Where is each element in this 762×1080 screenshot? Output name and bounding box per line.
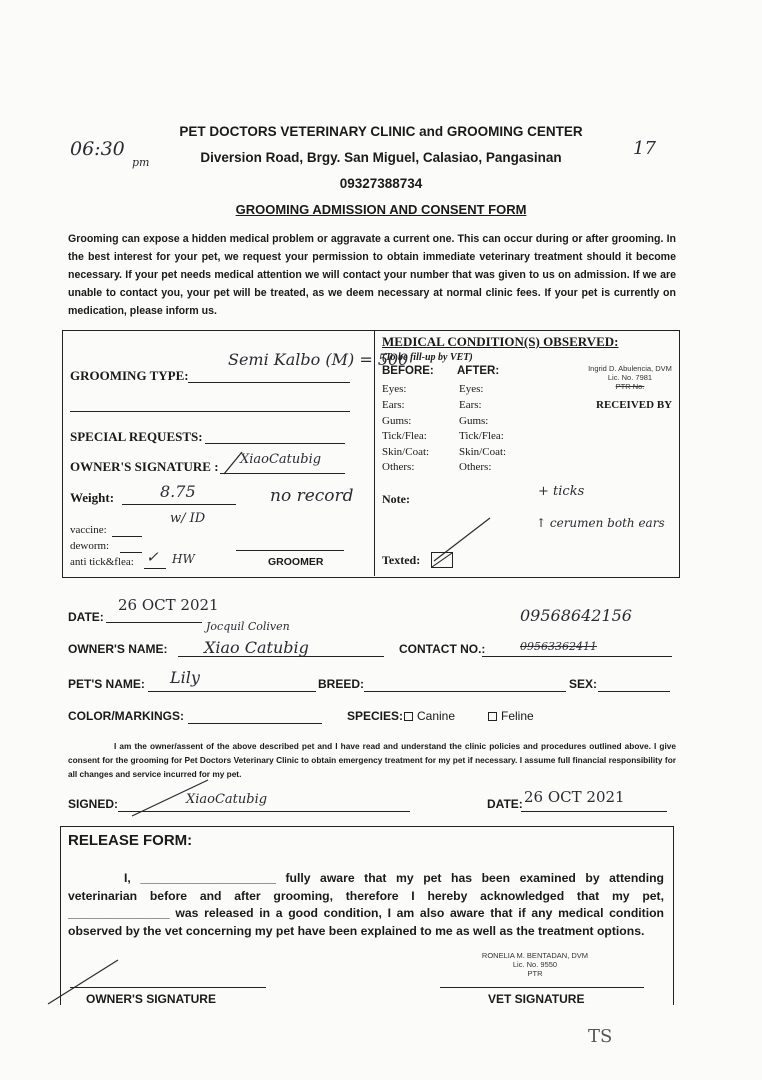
before-others: Others: (382, 461, 415, 473)
sex-label: SEX: (569, 677, 598, 691)
after-gums: Gums: (459, 415, 489, 427)
medical-subtitle: (To be fill-up by VET) (382, 352, 473, 363)
owner-name-value[interactable]: Xiao Catubig (204, 638, 309, 657)
color-markings-label: COLOR/MARKINGS: (68, 709, 184, 723)
vet-signature-footer-label: VET SIGNATURE (488, 992, 585, 1006)
contact-value[interactable]: 09568642156 (520, 606, 632, 625)
handwritten-ampm: pm (132, 156, 150, 169)
antitick-note: HW (172, 552, 195, 566)
after-label: AFTER: (457, 365, 500, 377)
after-skincoat: Skin/Coat: (459, 446, 507, 458)
medical-title: MEDICAL CONDITION(S) OBSERVED: (382, 334, 619, 349)
groomer-label: GROOMER (268, 556, 324, 568)
vaccine-note: w/ ID (170, 511, 206, 526)
pet-name-label: PET'S NAME: (68, 677, 145, 691)
before-tickflea: Tick/Flea: (382, 430, 427, 442)
owner-name-alt: Jocquil Coliven (206, 620, 290, 633)
clinic-phone: 09327388734 (339, 176, 423, 191)
canine-label: Canine (417, 709, 456, 723)
canine-checkbox[interactable] (404, 712, 413, 721)
before-gums: Gums: (382, 415, 412, 427)
page-number: 17 (633, 138, 656, 159)
breed-label: BREED: (318, 677, 365, 691)
owner-signature-label: OWNER'S SIGNATURE : (70, 459, 219, 474)
owner-signature-footer-label: OWNER'S SIGNATURE (86, 992, 216, 1006)
after-ears: Ears: (459, 399, 482, 411)
pet-name-value[interactable]: Lily (170, 668, 200, 687)
note-line-2: ↑ cerumen both ears (536, 516, 665, 530)
release-paragraph: I, ____________________ fully aware that my pet has been examined by attending veterinarian before and after grooming, therefore I hereby acknowledged that my pet, _______________ was released in a good condition, I am also aware that if any medical condition observed by the vet concerning my pet have been explained to me as well as the treatment options. (68, 871, 664, 938)
weight-label: Weight: (70, 490, 115, 505)
signed-value[interactable]: XiaoCatubig (186, 792, 268, 807)
owner-name-label: OWNER'S NAME: (68, 642, 168, 656)
signed-date-label: DATE: (487, 797, 523, 811)
species-canine[interactable] (404, 709, 455, 723)
antitick-label: anti tick&flea: (70, 556, 134, 568)
release-title: RELEASE FORM: (68, 832, 193, 849)
before-label: BEFORE: (382, 365, 434, 377)
clinic-address: Diversion Road, Brgy. San Miguel, Calasiao, Pangasinan (200, 150, 562, 165)
note-line-1: + ticks (538, 484, 585, 499)
signed-label: SIGNED: (68, 797, 119, 811)
signed-date-value[interactable]: 26 OCT 2021 (524, 788, 625, 806)
consent-paragraph: I am the owner/assent of the above described pet and I have read and understand the clinic policies and procedures outlined above. I give consent for the grooming for Pet Doctors Veterinary Clinic to obtain emergency treatment for my pet if necessary. I assume full financial responsibility for all changes and service incurred for my pet. (68, 741, 676, 779)
vet-stamp-1: Ingrid D. Abulencia, DVM Lic. No. 7981 PTR No. (588, 364, 672, 391)
signature-slash-icon (128, 778, 218, 818)
weight-value[interactable]: 8.75 (160, 482, 196, 501)
after-tickflea: Tick/Flea: (459, 430, 504, 442)
date-value[interactable]: 26 OCT 2021 (118, 596, 219, 614)
species-label: SPECIES: (347, 709, 404, 723)
received-by-label: RECEIVED BY (596, 399, 673, 411)
note-label: Note: (382, 492, 410, 506)
before-ears: Ears: (382, 399, 405, 411)
species-feline[interactable] (488, 709, 534, 723)
before-skincoat: Skin/Coat: (382, 446, 430, 458)
feline-checkbox[interactable] (488, 712, 497, 721)
deworm-label: deworm: (70, 540, 110, 552)
feline-label: Feline (501, 709, 534, 723)
signature-stroke-icon (222, 450, 246, 476)
grooming-type-value[interactable]: Semi Kalbo (M) = 500 (228, 350, 409, 369)
handwritten-time: 06:30 (70, 138, 125, 160)
initials: TS (588, 1026, 613, 1047)
after-others: Others: (459, 461, 492, 473)
date-label: DATE: (68, 610, 104, 624)
after-eyes: Eyes: (459, 383, 484, 395)
before-eyes: Eyes: (382, 383, 407, 395)
contact-struck: 09563362411 (520, 640, 597, 653)
vaccine-label: vaccine: (70, 524, 107, 536)
clinic-name: PET DOCTORS VETERINARY CLINIC and GROOMING CENTER (179, 124, 583, 139)
texted-label: Texted: (382, 553, 421, 567)
check-icon (432, 553, 452, 567)
antitick-check[interactable]: ✓ (146, 548, 159, 566)
intro-paragraph: Grooming can expose a hidden medical problem or aggravate a current one. This can occur during or after grooming. In the best interest for your pet, we request your permission to obtain immediate veterinary treatment should it become necessary. If your pet needs medical attention we will contact your number that was given to us on admission. If we are unable to contact you, your pet will be treated, as we deem necessary at normal clinic fees. If your pet is currently on medication, please inform us. (68, 233, 676, 317)
form-title: GROOMING ADMISSION AND CONSENT FORM (235, 202, 527, 217)
weight-note: no record (270, 486, 354, 506)
owner-signature-value[interactable]: XiaoCatubig (240, 452, 322, 467)
contact-label: CONTACT NO.: (399, 642, 486, 656)
special-requests-label: SPECIAL REQUESTS: (70, 429, 203, 444)
texted-checkbox[interactable] (431, 552, 453, 568)
grooming-type-label: GROOMING TYPE: (70, 368, 189, 383)
vet-stamp-2: RONELIA M. BENTADAN, DVM Lic. No. 9550 PTR (481, 951, 589, 978)
